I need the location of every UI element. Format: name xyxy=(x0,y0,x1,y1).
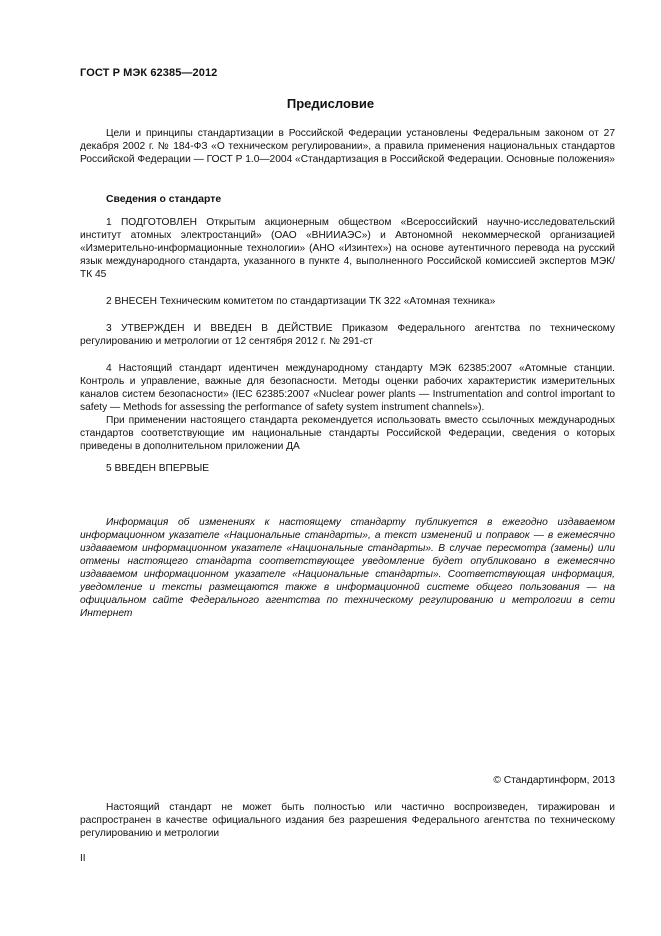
item-5-block xyxy=(80,462,615,475)
document-code-header: ГОСТ Р МЭК 62385—2012 xyxy=(80,67,218,79)
reproduction-paragraph: Настоящий стандарт не может быть полностью или частично воспроизведен, тиражирован и распространен в качестве официального издания без разрешения Федерального агентства по техническому регулированию и метрологии xyxy=(80,802,615,839)
section-subtitle: Сведения о стандарте xyxy=(106,194,222,205)
page-title: Предисловие xyxy=(286,96,375,111)
item-1-paragraph: 1 ПОДГОТОВЛЕН Открытым акционерным обществом «Всероссийский научно-исследовательский институт атомных электростанций» (ОАО «ВНИИАЭС») и Автономной некоммерческой организацией «Измерительно-информационные технологии» (АНО «Изинтех») на основе аутентичного перевода на русский язык международного стандарта, указанного в пункте 4, выполненного Российской комиссией экспертов МЭК/ТК 45 xyxy=(80,217,615,280)
intro-section xyxy=(80,127,615,166)
item-3-paragraph: 3 УТВЕРЖДЕН И ВВЕДЕН В ДЕЙСТВИЕ Приказом Федерального агентства по техническому регулированию и метрологии от 12 сентября 2012 г. № 291-ст xyxy=(80,323,615,347)
reproduction-block xyxy=(80,801,615,840)
item-4-block xyxy=(80,362,615,453)
item-2-paragraph: 2 ВНЕСЕН Техническим комитетом по стандартизации ТК 322 «Атомная техника» xyxy=(106,296,496,307)
intro-paragraph: Цели и принципы стандартизации в Российской Федерации установлены Федеральным законом от 27 декабря 2002 г. № 184-ФЗ «О техническом регулировании», а правила применения национальных стандартов Российской Федерации — ГОСТ Р 1.0—2004 «Стандартизация в Российской Федерации. Основные положения» xyxy=(80,128,615,165)
item-4-note-paragraph: При применении настоящего стандарта рекомендуется использовать вместо ссылочных международных стандартов соответствующие им национальные стандарты Российской Федерации, сведения о которых приведены в дополнительном приложении ДА xyxy=(80,415,615,452)
notice-block xyxy=(80,516,615,620)
notice-paragraph: Информация об изменениях к настоящему стандарту публикуется в ежегодно издаваемом информационном указателе «Национальные стандарты», а текст изменений и поправок — в ежемесячно издаваемом информационном указателе «Национальные стандарты». В случае пересмотра (замены) или отмены настоящего стандарта соответствующее уведомление будет опубликовано в ежемесячно издаваемом информационном указателе «Национальные стандарты». Соответствующая информация, уведомление и тексты размещаются также в информационной системе общего пользования — на официальном сайте Федерального агентства по техническому регулированию и метрологии в сети Интернет xyxy=(80,517,615,619)
page-number: II xyxy=(80,853,86,864)
item-5-paragraph: 5 ВВЕДЕН ВПЕРВЫЕ xyxy=(106,463,210,474)
copyright-line: © Стандартинформ, 2013 xyxy=(493,775,615,786)
item-4-paragraph: 4 Настоящий стандарт идентичен международному стандарту МЭК 62385:2007 «Атомные станции. Контроль и управление, важные для безопасности. Методы оценки рабочих характеристик измерительных каналов систем безопасности» (IEC 62385:2007 «Nuclear power plants — Instrumentation and control important to safety — Methods for assessing the performance of safety system instrument channels»). xyxy=(80,363,615,413)
item-1-block xyxy=(80,216,615,281)
item-2-block xyxy=(80,295,615,308)
item-3-block xyxy=(80,322,615,348)
